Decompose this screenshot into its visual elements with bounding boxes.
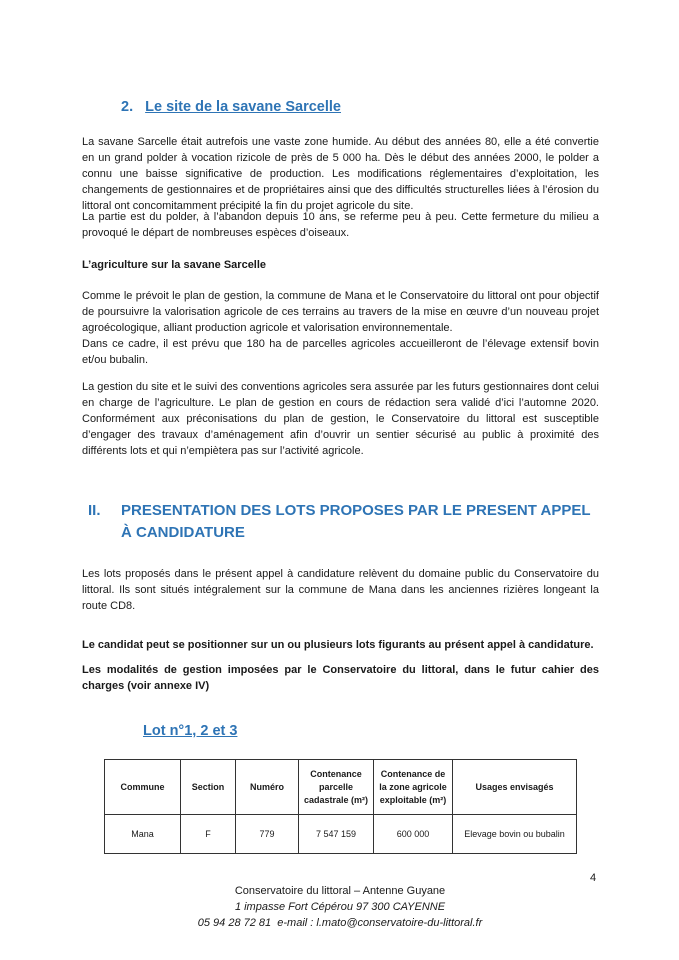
table-row (105, 815, 577, 854)
paragraph-history: La savane Sarcelle était autrefois une vaste zone humide. Au début des années 80, elle a été convertie en un grand polder à vocation rizicole de près de 5 000 ha. Dès le début des années 2000, le polder a connu une baisse significative de production. Les modifications réglementaires d’exploitation, les changements de gestionnaires et de propriétaires ainsi que des difficultés structurelles liées à l’érosion du littoral ont concomitamment précipité la fin du projet agricole du site. (82, 136, 599, 212)
section-2-title: Le site de la savane Sarcelle (145, 99, 341, 115)
paragraph-modalities: Les modalités de gestion imposées par le Conservatoire du littoral, dans le futur cahier des charges (voir annexe IV) (82, 664, 599, 692)
table-cell-section: F (181, 815, 236, 854)
page-number: 4 (590, 872, 597, 884)
paragraph-plan: Comme le prévoit le plan de gestion, la commune de Mana et le Conservatoire du littoral ont pour objectif de poursuivre la valorisation agricole de ces terrains au travers de la mise en œuvre d’un nouveau projet agroécologique, alliant production agricole et valorisation environnementale. (82, 290, 599, 334)
table-header-section: Section (181, 760, 236, 815)
footer-organization: Conservatoire du littoral – Antenne Guyane (234, 885, 446, 897)
table-header-numero: Numéro (236, 760, 299, 815)
table-cell-usages: Elevage bovin ou bubalin (453, 815, 577, 854)
table-header-row (105, 760, 577, 815)
lot-title: Lot n°1, 2 et 3 (143, 723, 238, 739)
table-cell-commune: Mana (105, 815, 181, 854)
table-header-contenance-zone: Contenance de la zone agricole exploitable (m²) (374, 760, 453, 815)
table-cell-numero: 779 (236, 815, 299, 854)
footer-email-label: e-mail : (277, 917, 314, 929)
footer-email-link[interactable]: l.mato@conservatoire-du-littoral.fr (316, 917, 483, 929)
paragraph-candidate: Le candidat peut se positionner sur un ou plusieurs lots figurants au présent appel à candidature. (82, 639, 594, 651)
paragraph-livestock: Dans ce cadre, il est prévu que 180 ha de parcelles agricoles accueilleront de l’élevage extensif bovin et/ou bubalin. (82, 338, 599, 366)
paragraph-closure: La partie est du polder, à l’abandon depuis 10 ans, se referme peu à peu. Cette fermeture du milieu a provoqué le départ de nombreuses espèces d’oiseaux. (82, 211, 599, 239)
table-cell-contenance-zone: 600 000 (374, 815, 453, 854)
section-2-heading (121, 99, 341, 115)
footer-address: 1 impasse Fort Cépérou 97 300 CAYENNE (234, 901, 446, 913)
section-II-title: PRESENTATION DES LOTS PROPOSES PAR LE PRESENT APPEL À CANDIDATURE (121, 502, 591, 541)
table-header-commune: Commune (105, 760, 181, 815)
section-II-number: II. (88, 502, 101, 519)
paragraph-lots-intro: Les lots proposés dans le présent appel à candidature relèvent du domaine public du Conservatoire du littoral. Ils sont situés intégralement sur la commune de Mana dans les anciennes rizières longeant la route CD8. (82, 568, 599, 612)
footer-phone: 05 94 28 72 81 (197, 917, 272, 929)
table-header-usages: Usages envisagés (453, 760, 577, 815)
lots-table (104, 759, 577, 854)
table-header-contenance-parcelle: Contenance parcelle cadastrale (m²) (299, 760, 374, 815)
footer-contact (140, 917, 540, 929)
section-2-number: 2. (121, 99, 134, 115)
table-cell-contenance-parcelle: 7 547 159 (299, 815, 374, 854)
subheading-agriculture: L’agriculture sur la savane Sarcelle (82, 259, 267, 271)
paragraph-management: La gestion du site et le suivi des conventions agricoles sera assurée par les futurs gestionnaires dont celui en charge de l’agriculture. Le plan de gestion en cours de rédaction sera validé d’ici l’automne 2020. Conformément aux préconisations du plan de gestion, le Conservatoire du littoral est susceptible d’engager des travaux d’aménagement afin d’ouvrir un sentier sécurisé au public à proximité des différents lots et qui n’empiètera pas sur l’activité agricole. (82, 381, 599, 457)
